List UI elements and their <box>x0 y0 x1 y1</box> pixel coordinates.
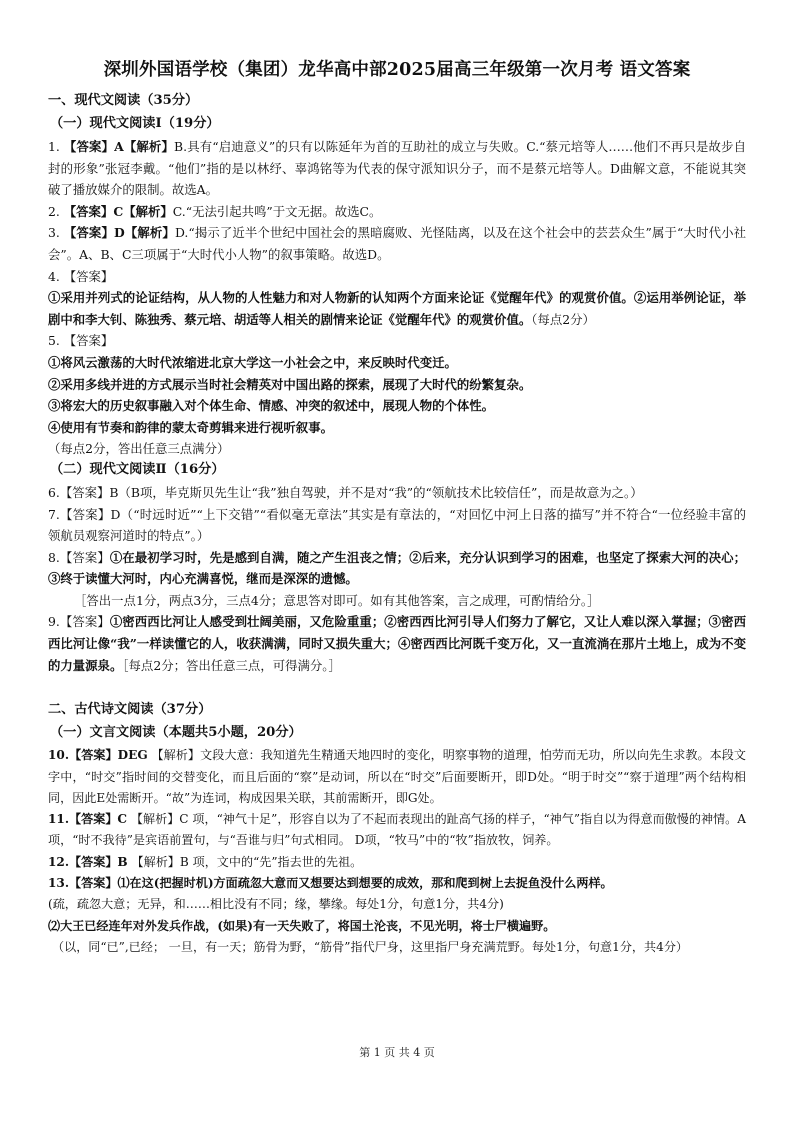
page-title: 深圳外国语学校（集团）龙华高中部2025届高三年级第一次月考 语文答案 <box>103 60 691 80</box>
answer-q11: 11.【答案】C 【解析】C 项，“神气十足”，形容自以为了不起而表现出的趾高气扬的样子，“神气”指自以为得意而傲慢的神情。A 项，“时不我待”是宾语前置句，与“吾谁与归”句式相同。 D项，“牧马”中的“牧”指放牧，饲养。 <box>48 812 746 848</box>
answer-q5-label: 5. 【答案】 <box>48 333 114 349</box>
answer-q5-note: （每点2分，答出任意三点满分） <box>48 441 230 457</box>
answer-q1: 1. 【答案】A【解析】B.具有“启迪意义”的只有以陈延年为首的互助社的成立与失败。C.“蔡元培等人……他们不再只是故步自封的形象”张冠李戴。“他们”指的是以林纾、辜鸿铭等为代表的保守派知识分子，而不是蔡元培等人。D曲解文意，不能说其突破了播放媒介的限制。故选A。 <box>48 139 747 198</box>
answer-q12: 12.【答案】B 【解析】B 项，文中的“先”指去世的先祖。 <box>48 854 363 869</box>
answer-q8-note: ［答出一点1分，两点3分，三点4分；意思答对即可。如有其他答案，言之成理，可酌情给分。］ <box>74 592 600 608</box>
answer-q5-point-1: ①将风云激荡的大时代浓缩进北京大学这一小社会之中，来反映时代变迁。 <box>48 354 457 370</box>
answer-q13-1: 13.【答案】⑴在这(把握时机)方面疏忽大意而又想要达到想要的成效，那和爬到树上去捉鱼没什么两样。 <box>48 876 613 891</box>
section-gap <box>48 676 746 698</box>
answer-q4: ①采用并列式的论证结构，从人物的人性魅力和对人物新的认知两个方面来论证《觉醒年代》的观赏价值。②运用举例论证，举剧中和李大钊、陈独秀、蔡元培、胡适等人相关的剧情来论证《觉醒年代》的观赏价值。（每点2分） <box>48 290 746 327</box>
answer-q5-point-3: ③将宏大的历史叙事融入对个体生命、情感、冲突的叙述中，展现人物的个体性。 <box>48 398 495 414</box>
answer-q7: 7.【答案】D（“时远时近”“上下交错”“看似毫无章法”其实是有章法的，“对回忆中河上日落的描写”并不符合“一位经验丰富的领航员观察河道时的特点”。） <box>48 506 746 544</box>
section-1-heading: 一、现代文阅读（35分） <box>48 93 199 108</box>
answer-q9: 9.【答案】①密西西比河让人感受到壮阔美丽，又危险重重；②密西西比河引导人们努力了解它，又让人难以深入掌握；③密西西比河让像“我”一样读懂它的人，收获满满，同时又损失重大；④密西西比河既千变万化，又一直流淌在那片土地上，成为不变的力量源泉。［每点2分；答出任意三点，可得满分。］ <box>48 614 747 673</box>
answer-q13-1-note: (疏，疏忽大意；无异，和……相比没有不同；缘，攀缘。每处1分，句意1分，共4分) <box>48 897 504 912</box>
section-2-heading: 二、古代诗文阅读（37分） <box>48 702 212 718</box>
subsection-2-heading: （二）现代文阅读Ⅱ（16分） <box>50 461 225 477</box>
answer-q5-point-2: ②采用多线并进的方式展示当时社会精英对中国出路的探索，展现了大时代的纷繁复杂。 <box>48 376 532 392</box>
subsection-3-heading: （一）文言文阅读（本题共5小题，20分） <box>50 725 302 741</box>
answer-q6: 6.【答案】B（B项，毕克斯贝先生让“我”独自驾驶，并不是对“我”的“领航技术比较信任”，而是故意为之。） <box>48 484 643 500</box>
subsection-1-heading: （一）现代文阅读Ⅰ（19分） <box>50 116 220 131</box>
answer-q10: 10.【答案】DEG 【解析】文段大意：我知道先生精通天地四时的变化，明察事物的道理，怕劳而无功，所以向先生求教。本段文字中，“时交”指时间的交替变化，而且后面的“察”是动词，所以在“时交”后面要断开，即D处。“明于时交”“察于道理”两个结构相同，因此E处需断开。“故”为连词，构成因果关联，其前需断开，即G处。 <box>48 748 746 805</box>
answer-q2: 2. 【答案】C【解析】C.“无法引起共鸣”于文无据。故选C。 <box>48 203 382 219</box>
answer-q8: 8.【答案】①在最初学习时，先是感到自满，随之产生沮丧之情；②后来，充分认识到学习的困难，也坚定了探索大河的决心；③终于读懂大河时，内心充满喜悦，继而是深深的遗憾。 <box>48 549 747 587</box>
answer-q3: 3. 【答案】D【解析】D.“揭示了近半个世纪中国社会的黑暗腐败、光怪陆离，以及在这个社会中的芸芸众生”属于“大时代小社会”。A、B、C三项属于“大时代小人物”的叙事策略。故选D。 <box>48 225 746 262</box>
answer-q5-point-4: ④使用有节奏和韵律的蒙太奇剪辑来进行视听叙事。 <box>48 419 333 435</box>
answer-q4-label: 4. 【答案】 <box>48 268 114 284</box>
answer-q13-2: ⑵大王已经连年对外发兵作战，(如果)有一天失败了，将国土沦丧，不见光明，将士尸横遍野。 <box>48 918 556 933</box>
page-footer: 第 1 页 共 4 页 <box>359 1046 435 1059</box>
answer-page <box>48 56 746 958</box>
section-2 <box>48 700 746 958</box>
answer-q13-2-note: （以，同“已”,已经； 一旦，有一天；筋骨为野，“筋骨”指代尸身，这里指尸身充满荒野。每处1分，句意1分，共4分） <box>52 939 689 954</box>
